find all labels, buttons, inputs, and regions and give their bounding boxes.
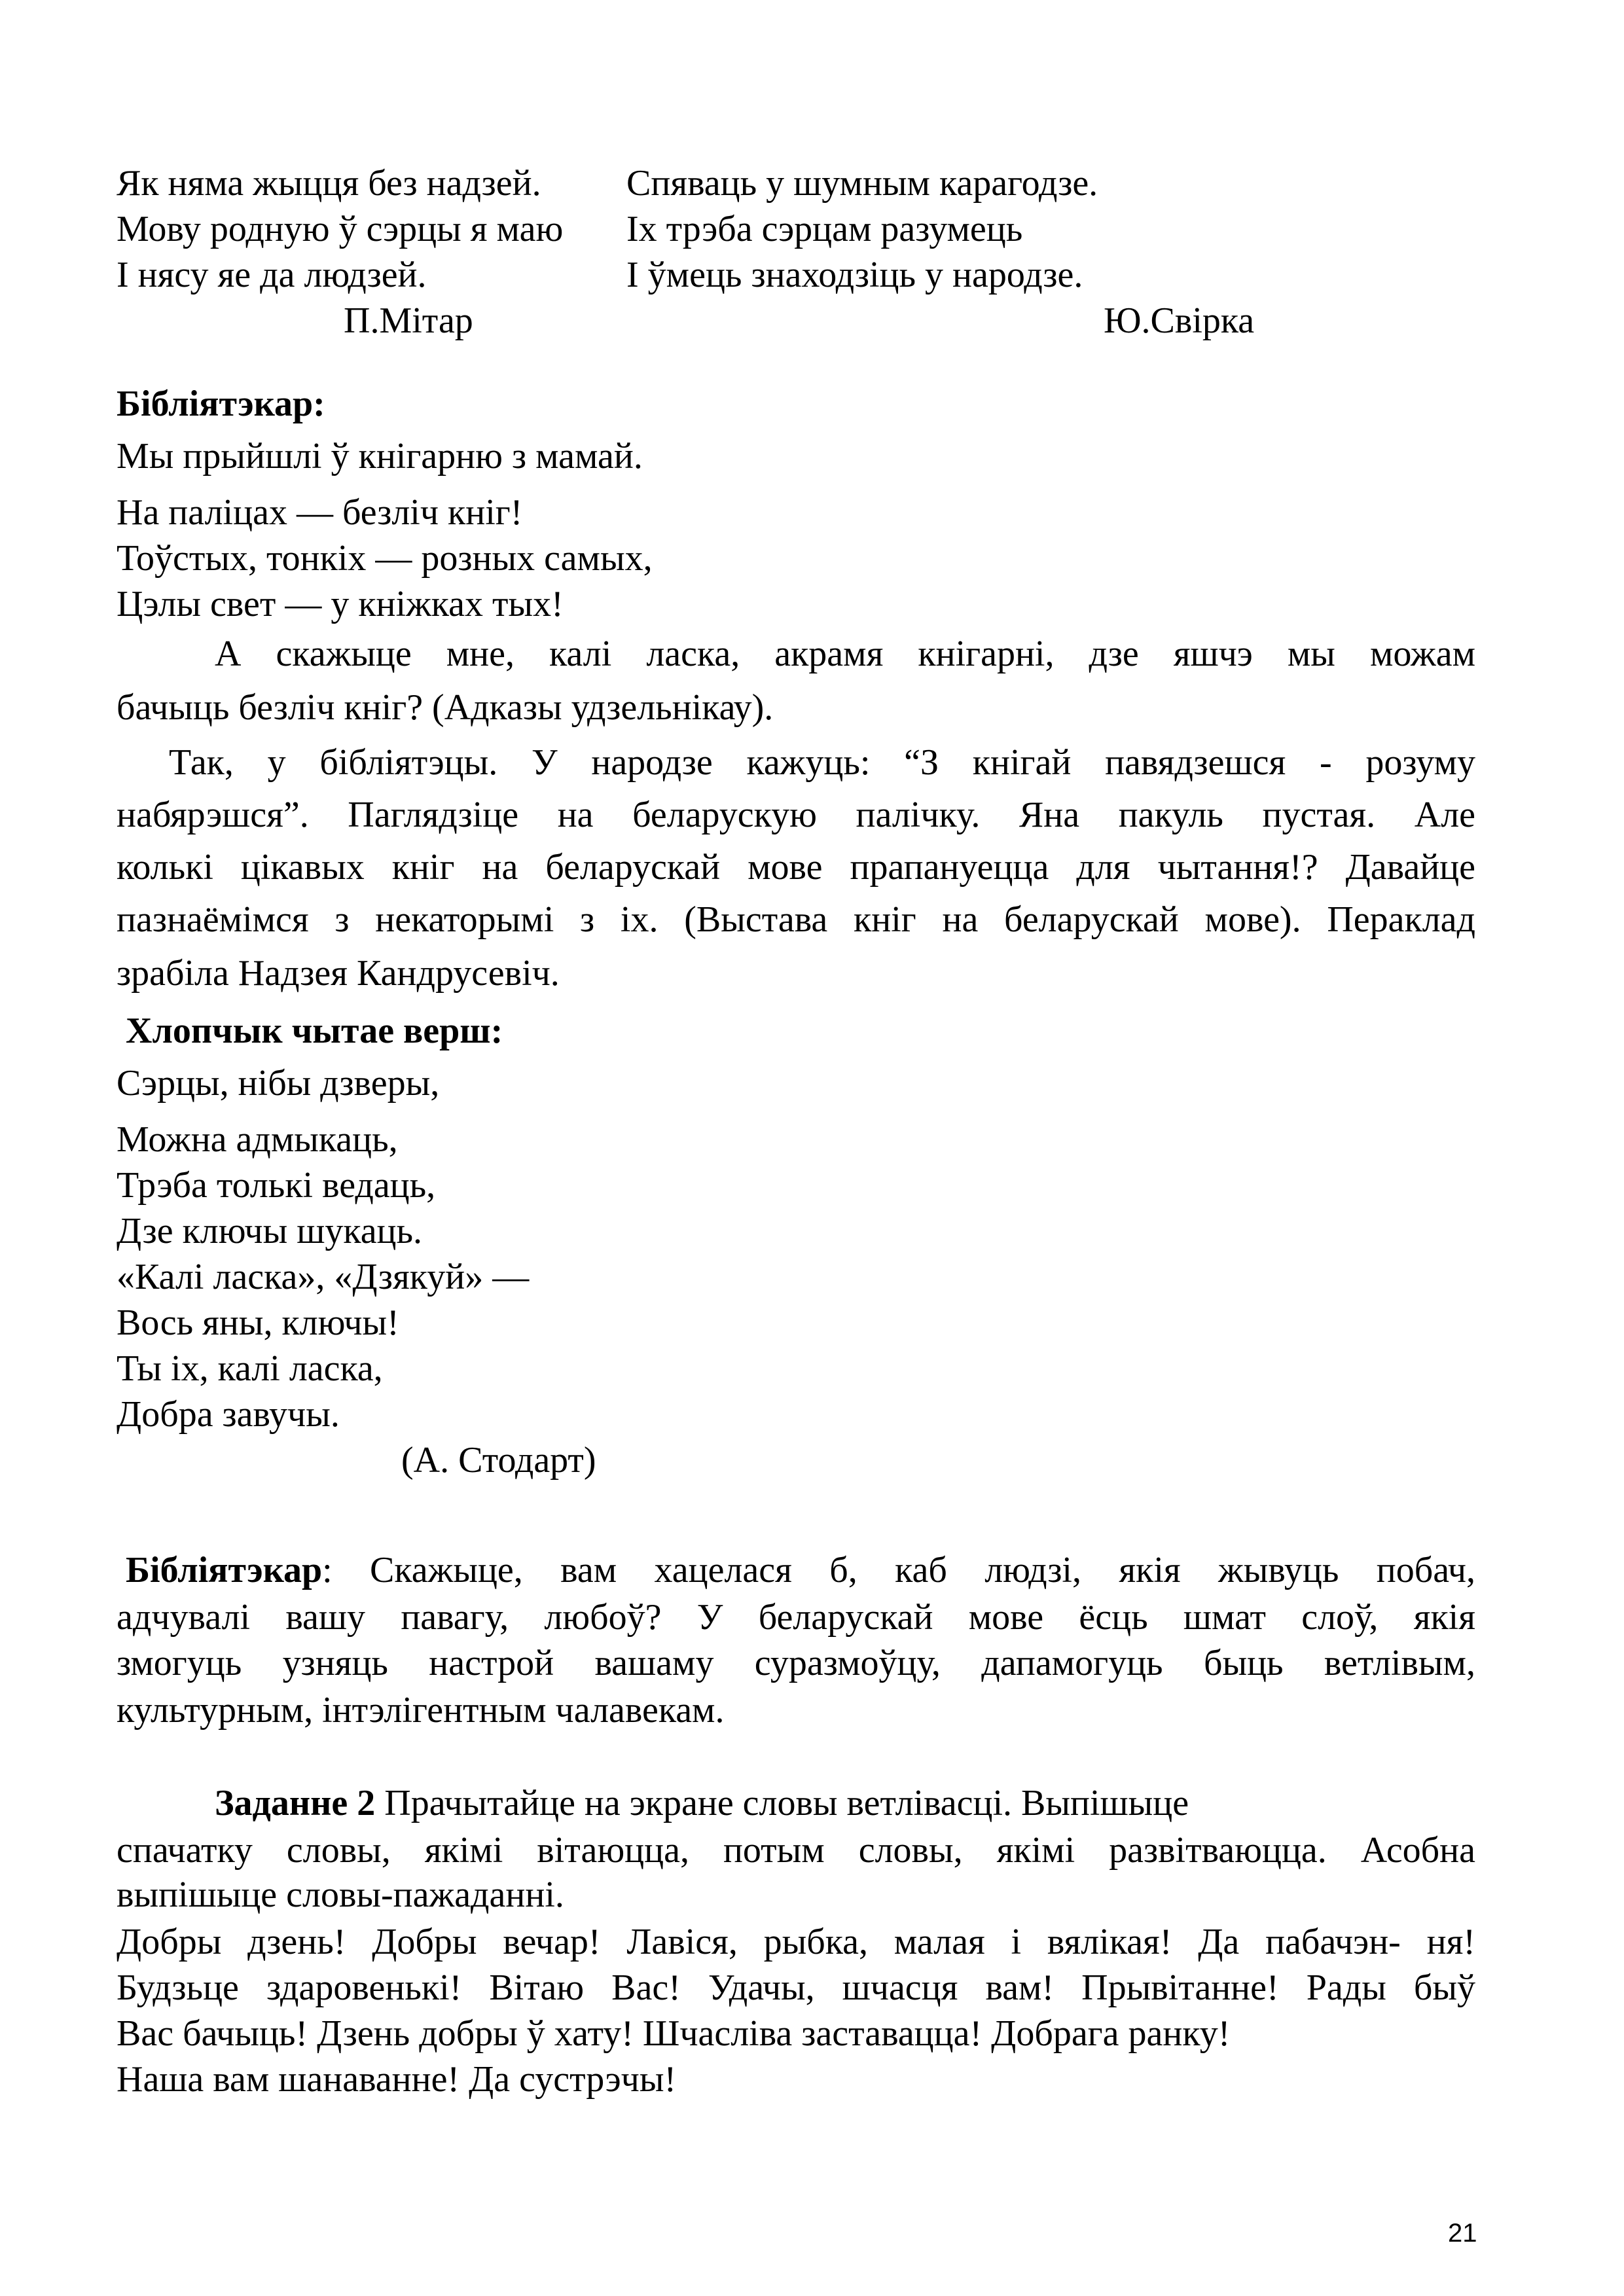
verse2-line-8: Добра завучы. (117, 1394, 340, 1435)
boy-reads-heading: Хлопчык чытае верш: (126, 1011, 503, 1051)
task-line-1-text: Прачытайце на экране словы ветлівасці. Выпішыце (375, 1783, 1189, 1823)
greetings-line-2: Будзьце здаровенькі! Вітаю Вас! Удачы, шчасця вам! Прывітанне! Рады быў (117, 1967, 1475, 2008)
verse2-line-4: Дзе ключы шукаць. (117, 1211, 423, 1251)
poem-left-line-1: Як няма жыцця без надзей. (117, 163, 541, 204)
poem-author-left: П.Мітар (344, 300, 473, 341)
poem-right-line-2: Іх трэба сэрцам разумець (626, 209, 1023, 249)
verse1-line-1: Мы прыйшлі ў кнігарню з мамай. (117, 436, 643, 476)
para3-line-1-text: : Скажыце, вам хацелася б, каб людзі, якія жывуць побач, (322, 1550, 1475, 1590)
verse1-line-4: Цэлы свет — у кніжках тых! (117, 584, 564, 624)
para1-line-1: А скажыце мне, калі ласка, акрамя кнігарні, дзе яшчэ мы можам (215, 634, 1475, 674)
para3-line-3: змогуць узняць настрой вашаму суразмоўцу, дапамогуць быць ветлівым, (117, 1643, 1475, 1683)
para2-line-1: Так, у бібліятэцы. У народзе кажуць: “З кнігай павядзешся - розуму (169, 742, 1475, 783)
poem-left-line-3: І нясу яе да людзей. (117, 255, 427, 295)
verse2-line-6: Вось яны, ключы! (117, 1302, 399, 1343)
speaker-librarian-1: Бібліятэкар: (117, 384, 325, 424)
task-line-2: спачатку словы, якімі вітаюцца, потым словы, якімі развітваюцца. Асобна (117, 1830, 1475, 1871)
greetings-line-3: Вас бачыць! Дзень добры ў хату! Шчаслiва заставацца! Добрага ранку! (117, 2013, 1231, 2054)
task-line-3: выпішыце словы-пажаданні. (117, 1874, 564, 1915)
poem-left-line-2: Мову родную ў сэрцы я маю (117, 209, 564, 249)
verse2-line-5: «Калі ласка», «Дзякуй» — (117, 1257, 530, 1297)
para3-line-4: культурным, інтэлігентным чалавекам. (117, 1690, 725, 1731)
task-label: Заданне 2 (215, 1783, 376, 1823)
para2-line-5: зрабіла Надзея Кандрусевіч. (117, 953, 560, 994)
para3-line-2: адчувалі вашу павагу, любоў? У беларускай мове ёсць шмат слоў, якія (117, 1597, 1475, 1638)
verse1-line-2: На паліцах — безліч кніг! (117, 492, 523, 533)
verse2-author: (А. Стодарт) (401, 1440, 596, 1480)
para1-line-2: бачыць безліч кніг? (Адказы удзельнікау). (117, 687, 774, 728)
para2-line-4: пазнаёмімся з некаторымі з іх. (Выстава кніг на беларускай мове). Пераклад (117, 899, 1475, 940)
poem-right-line-3: І ўмець знаходзіць у народзе. (626, 255, 1083, 295)
poem-author-right: Ю.Свірка (1104, 300, 1255, 341)
verse2-line-1: Сэрцы, нібы дзверы, (117, 1063, 440, 1103)
verse1-line-3: Тоўстых, тонкіх — розных самых, (117, 538, 653, 579)
greetings-line-1: Добры дзень! Добры вечар! Лавіся, рыбка, малая і вялікая! Да пабачэн- ня! (117, 1922, 1475, 1962)
verse2-line-7: Ты іх, калі ласка, (117, 1348, 383, 1389)
para2-line-3: колькі цікавых кніг на беларускай мове прапануецца для чытання!? Давайце (117, 847, 1475, 888)
verse2-line-2: Можна адмыкаць, (117, 1119, 398, 1160)
greetings-line-4: Наша вам шанаванне! Да сустрэчы! (117, 2059, 677, 2100)
speaker-librarian-2: Бібліятэкар (126, 1550, 323, 1590)
task-line-1 (215, 1780, 1189, 1826)
verse2-line-3: Трэба толькі ведаць, (117, 1165, 436, 1206)
para3-line-1 (126, 1547, 1475, 1593)
poem-right-line-1: Спяваць у шумным карагодзе. (626, 163, 1098, 204)
page-number: 21 (1448, 2219, 1477, 2248)
para2-line-2: набярэшся”. Паглядзіце на беларускую палічку. Яна пакуль пустая. Але (117, 795, 1475, 835)
